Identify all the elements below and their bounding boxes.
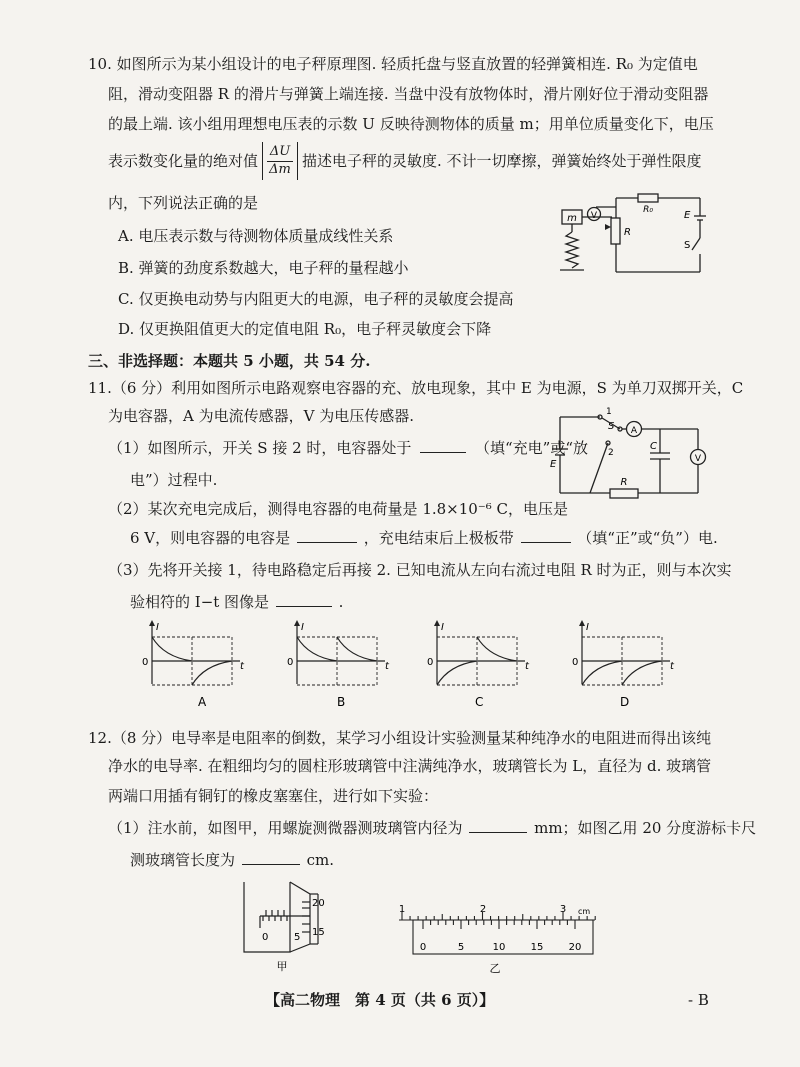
q11-line-2: 为电容器，A 为电流传感器，V 为电压传感器.: [108, 407, 414, 425]
vernier-scale-0: 0: [419, 942, 427, 953]
main-scale-3: 3: [559, 904, 567, 915]
graph-d: [572, 620, 675, 709]
caliper-figure: [395, 898, 600, 974]
capacitance-blank[interactable]: [297, 528, 357, 543]
vernier-scale-10: 10: [492, 942, 506, 953]
voltmeter-label: V: [694, 454, 702, 464]
q10-option-c: C. 仅更换电动势与内阻更大的电源，电子秤的灵敏度会提高: [118, 290, 514, 308]
q11-part3-line1: （3）先将开关接 1，待电路稳定后再接 2. 已知电流从左向右流过电阻 R 时为正，则与本次实: [108, 561, 732, 579]
q11-part2-b: ，充电结束后上极板带: [363, 529, 514, 547]
q12-part1-line2-post: cm.: [306, 851, 334, 869]
graph-d-label: D: [620, 695, 630, 709]
micrometer-figure: [238, 880, 338, 972]
it-graph-blank[interactable]: [276, 592, 332, 607]
graph-b-axis-t: t: [385, 661, 389, 672]
page-footer: 【高二物理 第 4 页（共 6 页）】: [265, 991, 495, 1009]
q10-option-d: D. 仅更换阻值更大的定值电阻 R₀，电子秤灵敏度会下降: [118, 320, 492, 338]
graph-d-origin: 0: [572, 657, 579, 668]
q11-line-1: 11.（6 分）利用如图所示电路观察电容器的充、放电现象，其中 E 为电源，S 为单刀双掷开关，C: [88, 379, 744, 397]
graph-c-label: C: [475, 695, 484, 709]
main-scale-1: 1: [398, 904, 406, 915]
main-scale-unit: cm: [578, 907, 591, 916]
q10-line-4-pre: 表示数变化量的绝对值: [108, 152, 259, 170]
q12-part1-line1: [108, 818, 756, 838]
q11-part1-pre: （1）如图所示，开关 S 接 2 时，电容器处于: [108, 439, 412, 457]
label-v: V: [590, 211, 598, 221]
it-graphs: [140, 620, 700, 712]
graph-a-axis-i: I: [156, 622, 159, 633]
q11-part1-line: [108, 438, 588, 458]
q12-part1-line2: [130, 850, 334, 870]
label-e: E: [684, 210, 691, 221]
q11-part3-line2: [130, 592, 343, 612]
switch-pos-1: 1: [606, 407, 612, 417]
label-s: S: [684, 240, 691, 251]
q12-line-1: 12.（8 分）电导率是电阻率的倒数，某学习小组设计实验测量某种纯净水的电阻进而得出该纯: [88, 729, 712, 747]
length-blank[interactable]: [242, 850, 300, 865]
q12-part1-line2-pre: 测玻璃管长度为: [130, 851, 236, 869]
source-label-e: E: [550, 459, 557, 470]
plate-charge-blank[interactable]: [521, 528, 571, 543]
q10-line-4-post: 描述电子秤的灵敏度. 不计一切摩擦，弹簧始终处于弹性限度: [302, 152, 702, 170]
main-scale-2: 2: [479, 904, 487, 915]
q10-line-3: 的最上端. 该小组用理想电压表的示数 U 反映待测物体的质量 m；用单位质量变化下，电压: [108, 115, 714, 133]
graph-c: [427, 620, 530, 709]
figure-jia-label: 甲: [276, 960, 288, 973]
label-m: m: [567, 213, 577, 224]
q11-part3-b: .: [338, 593, 344, 611]
paper-version-mark: - B: [688, 991, 709, 1009]
vernier-scale-5: 5: [457, 942, 465, 953]
label-r0: R₀: [643, 205, 653, 215]
graph-b: [287, 620, 390, 709]
q10-line-2: 阻，滑动变阻器 R 的滑片与弹簧上端连接. 当盘中没有放物体时，滑片刚好位于滑动变阻器: [108, 85, 709, 103]
vernier-scale-15: 15: [530, 942, 544, 953]
q12-part1-mid: mm；如图乙用 20 分度游标卡尺: [534, 819, 757, 837]
graph-b-axis-i: I: [301, 622, 304, 633]
ammeter-label: A: [630, 426, 638, 436]
q10-line-1: 10. 如图所示为某小组设计的电子秤原理图. 轻质托盘与竖直放置的轻弹簧相连. R₀ 为定值电: [88, 55, 698, 73]
micrometer-tick-20: 20: [312, 898, 325, 909]
graph-a-origin: 0: [142, 657, 149, 668]
resistor-r-symbol: [610, 489, 638, 498]
graph-a-label: A: [198, 695, 207, 709]
graph-d-axis-i: I: [586, 622, 589, 633]
q12-line-2: 净水的电导率. 在粗细均匀的圆柱形玻璃管中注满纯净水，玻璃管长为 L，直径为 d. 玻璃管: [108, 757, 712, 775]
micrometer-tick-5: 5: [294, 932, 301, 943]
label-r: R: [624, 227, 631, 238]
main-scale-ticks: [402, 912, 595, 920]
micrometer-tick-15: 15: [312, 927, 325, 938]
fraction-denominator: Δm: [269, 162, 291, 177]
q11-part2-line2: [130, 528, 718, 548]
fraction-numerator: ΔU: [269, 144, 291, 159]
diameter-blank[interactable]: [469, 818, 527, 833]
graph-a-axis-t: t: [240, 661, 244, 672]
q11-part2-line1: （2）某次充电完成后，测得电容器的电荷量是 1.8×10⁻⁶ C，电压是: [108, 500, 569, 518]
q11-part3-a: 验相符的 I−t 图像是: [130, 593, 270, 611]
q11-part1-line2: 电”）过程中.: [130, 471, 218, 489]
resistor-label-r: R: [620, 477, 628, 488]
capacitor-label-c: C: [650, 441, 657, 452]
graph-b-label: B: [337, 695, 346, 709]
capacitor-circuit-figure: [550, 405, 710, 500]
q11-part2-c: （填“正”或“负”）电.: [577, 529, 718, 547]
q11-part2-a: 6 V，则电容器的电容是: [130, 529, 291, 547]
graph-b-origin: 0: [287, 657, 294, 668]
switch-pos-2: 2: [608, 448, 614, 458]
scale-circuit-figure: [560, 192, 720, 282]
q10-option-a: A. 电压表示数与待测物体质量成线性关系: [118, 227, 394, 245]
q11-part1-blank[interactable]: [420, 438, 466, 453]
sensitivity-fraction: [262, 142, 298, 180]
q11-part1-post: （填“充电”或“放: [475, 439, 589, 457]
sliding-rheostat-symbol: [611, 218, 620, 244]
figure-yi-label: 乙: [489, 962, 501, 975]
micrometer-tick-0: 0: [262, 932, 269, 943]
q12-line-3: 两端口用插有铜钉的橡皮塞塞住，进行如下实验：: [108, 787, 439, 805]
switch-label-s: S: [608, 421, 615, 432]
q12-part1-pre: （1）注水前，如图甲，用螺旋测微器测玻璃管内径为: [108, 819, 463, 837]
graph-c-axis-t: t: [525, 661, 529, 672]
section-3-heading: 三、非选择题：本题共 5 小题，共 54 分.: [88, 352, 371, 370]
fixed-resistor-r0-symbol: [638, 194, 658, 202]
q10-option-b: B. 弹簧的劲度系数越大，电子秤的量程越小: [118, 259, 409, 277]
graph-a: [142, 620, 245, 709]
vernier-scale-20: 20: [568, 942, 582, 953]
graph-c-origin: 0: [427, 657, 434, 668]
q10-line-5: 内，下列说法正确的是: [108, 194, 259, 212]
graph-c-axis-i: I: [441, 622, 444, 633]
graph-d-axis-t: t: [670, 661, 674, 672]
vernier-scale-ticks: [423, 920, 575, 929]
